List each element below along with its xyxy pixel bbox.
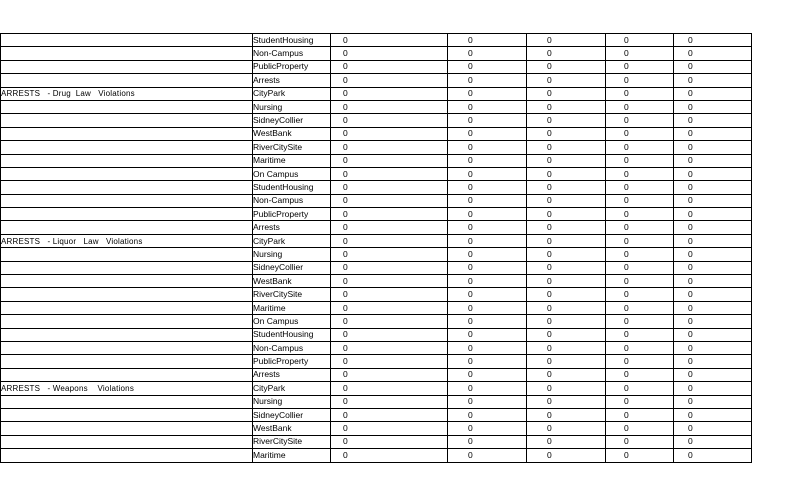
- value-cell: 0: [527, 355, 606, 368]
- value-cell: 0: [527, 221, 606, 234]
- value-cell: 0: [606, 382, 674, 395]
- site-cell: StudentHousing: [253, 328, 331, 341]
- category-cell: [1, 435, 253, 448]
- value-cell: 0: [606, 261, 674, 274]
- table-row: [1, 382, 752, 395]
- value-cell: 0: [606, 181, 674, 194]
- site-cell: Non-Campus: [253, 341, 331, 354]
- site-cell: Maritime: [253, 449, 331, 462]
- value-cell: 0: [331, 382, 448, 395]
- value-cell: 0: [331, 435, 448, 448]
- category-cell: [1, 47, 253, 60]
- category-cell: [1, 341, 253, 354]
- value-cell: 0: [527, 47, 606, 60]
- category-cell: [1, 288, 253, 301]
- value-cell: 0: [448, 449, 527, 462]
- value-cell: 0: [448, 275, 527, 288]
- value-cell: 0: [331, 154, 448, 167]
- value-cell: 0: [674, 341, 752, 354]
- category-cell: [1, 422, 253, 435]
- value-cell: 0: [331, 234, 448, 247]
- value-cell: 0: [331, 87, 448, 100]
- value-cell: 0: [527, 301, 606, 314]
- category-cell: [1, 181, 253, 194]
- table-row: [1, 261, 752, 274]
- site-cell: PublicProperty: [253, 60, 331, 73]
- value-cell: 0: [331, 355, 448, 368]
- category-cell: [1, 194, 253, 207]
- value-cell: 0: [448, 355, 527, 368]
- category-cell: [1, 301, 253, 314]
- value-cell: 0: [674, 154, 752, 167]
- table-row: [1, 47, 752, 60]
- value-cell: 0: [674, 47, 752, 60]
- value-cell: 0: [331, 114, 448, 127]
- value-cell: 0: [606, 34, 674, 47]
- site-cell: CityPark: [253, 234, 331, 247]
- value-cell: 0: [448, 395, 527, 408]
- value-cell: 0: [448, 382, 527, 395]
- value-cell: 0: [606, 408, 674, 421]
- value-cell: 0: [674, 194, 752, 207]
- site-cell: WestBank: [253, 422, 331, 435]
- value-cell: 0: [606, 221, 674, 234]
- value-cell: 0: [527, 60, 606, 73]
- value-cell: 0: [331, 275, 448, 288]
- category-label: ARRESTS - Weapons Violations: [1, 383, 135, 393]
- value-cell: 0: [331, 301, 448, 314]
- value-cell: 0: [331, 208, 448, 221]
- value-cell: 0: [448, 194, 527, 207]
- value-cell: 0: [448, 422, 527, 435]
- value-cell: 0: [606, 60, 674, 73]
- value-cell: 0: [331, 34, 448, 47]
- value-cell: 0: [527, 261, 606, 274]
- value-cell: 0: [674, 288, 752, 301]
- value-cell: 0: [606, 167, 674, 180]
- value-cell: 0: [527, 422, 606, 435]
- category-cell: [1, 261, 253, 274]
- table-row: [1, 60, 752, 73]
- value-cell: 0: [606, 355, 674, 368]
- value-cell: 0: [527, 315, 606, 328]
- value-cell: 0: [448, 208, 527, 221]
- value-cell: 0: [448, 234, 527, 247]
- value-cell: 0: [448, 127, 527, 140]
- table-row: [1, 435, 752, 448]
- site-cell: Non-Campus: [253, 47, 331, 60]
- site-cell: CityPark: [253, 87, 331, 100]
- value-cell: 0: [606, 114, 674, 127]
- value-cell: 0: [674, 248, 752, 261]
- table-row: [1, 449, 752, 462]
- site-cell: Arrests: [253, 74, 331, 87]
- table-row: [1, 221, 752, 234]
- category-cell: [1, 395, 253, 408]
- site-cell: PublicProperty: [253, 208, 331, 221]
- value-cell: 0: [674, 208, 752, 221]
- value-cell: 0: [448, 261, 527, 274]
- value-cell: 0: [674, 368, 752, 381]
- value-cell: 0: [606, 74, 674, 87]
- table-body: [1, 34, 752, 463]
- value-cell: 0: [331, 141, 448, 154]
- site-cell: SidneyCollier: [253, 408, 331, 421]
- value-cell: 0: [448, 167, 527, 180]
- value-cell: 0: [527, 382, 606, 395]
- value-cell: 0: [527, 34, 606, 47]
- value-cell: 0: [448, 74, 527, 87]
- category-cell: [1, 408, 253, 421]
- category-label: ARRESTS - Liquor Law Violations: [1, 236, 143, 246]
- value-cell: 0: [448, 60, 527, 73]
- site-cell: WestBank: [253, 127, 331, 140]
- value-cell: 0: [331, 315, 448, 328]
- table-row: [1, 194, 752, 207]
- value-cell: 0: [331, 341, 448, 354]
- value-cell: 0: [527, 208, 606, 221]
- category-cell: [1, 34, 253, 47]
- value-cell: 0: [674, 355, 752, 368]
- report-table-container: [0, 33, 752, 463]
- table-row: [1, 288, 752, 301]
- value-cell: 0: [527, 167, 606, 180]
- value-cell: 0: [331, 288, 448, 301]
- value-cell: 0: [606, 341, 674, 354]
- value-cell: 0: [331, 395, 448, 408]
- value-cell: 0: [674, 234, 752, 247]
- value-cell: 0: [448, 141, 527, 154]
- value-cell: 0: [331, 248, 448, 261]
- value-cell: 0: [606, 194, 674, 207]
- value-cell: 0: [527, 87, 606, 100]
- table-row: [1, 87, 752, 100]
- value-cell: 0: [674, 422, 752, 435]
- value-cell: 0: [674, 408, 752, 421]
- site-cell: RiverCitySite: [253, 435, 331, 448]
- value-cell: 0: [448, 248, 527, 261]
- value-cell: 0: [606, 315, 674, 328]
- value-cell: 0: [674, 395, 752, 408]
- value-cell: 0: [674, 221, 752, 234]
- value-cell: 0: [527, 114, 606, 127]
- value-cell: 0: [606, 422, 674, 435]
- table-row: [1, 275, 752, 288]
- site-cell: RiverCitySite: [253, 288, 331, 301]
- site-cell: Arrests: [253, 221, 331, 234]
- site-cell: RiverCitySite: [253, 141, 331, 154]
- value-cell: 0: [606, 141, 674, 154]
- value-cell: 0: [674, 261, 752, 274]
- value-cell: 0: [674, 449, 752, 462]
- value-cell: 0: [674, 34, 752, 47]
- value-cell: 0: [448, 34, 527, 47]
- category-cell: [1, 167, 253, 180]
- value-cell: 0: [448, 114, 527, 127]
- table-row: [1, 395, 752, 408]
- value-cell: 0: [331, 261, 448, 274]
- value-cell: 0: [331, 449, 448, 462]
- category-cell: [1, 382, 253, 395]
- site-cell: Nursing: [253, 100, 331, 113]
- category-cell: [1, 154, 253, 167]
- value-cell: 0: [448, 181, 527, 194]
- value-cell: 0: [606, 368, 674, 381]
- value-cell: 0: [331, 100, 448, 113]
- site-cell: StudentHousing: [253, 34, 331, 47]
- site-cell: Non-Campus: [253, 194, 331, 207]
- value-cell: 0: [674, 275, 752, 288]
- value-cell: 0: [606, 328, 674, 341]
- category-cell: [1, 234, 253, 247]
- category-cell: [1, 60, 253, 73]
- value-cell: 0: [448, 341, 527, 354]
- value-cell: 0: [448, 301, 527, 314]
- table-row: [1, 368, 752, 381]
- site-cell: StudentHousing: [253, 181, 331, 194]
- table-row: [1, 422, 752, 435]
- value-cell: 0: [674, 382, 752, 395]
- value-cell: 0: [527, 194, 606, 207]
- value-cell: 0: [527, 341, 606, 354]
- table-row: [1, 141, 752, 154]
- value-cell: 0: [448, 315, 527, 328]
- value-cell: 0: [527, 435, 606, 448]
- value-cell: 0: [527, 181, 606, 194]
- value-cell: 0: [606, 47, 674, 60]
- value-cell: 0: [448, 221, 527, 234]
- value-cell: 0: [331, 74, 448, 87]
- category-cell: [1, 87, 253, 100]
- value-cell: 0: [674, 100, 752, 113]
- category-cell: [1, 315, 253, 328]
- category-cell: [1, 127, 253, 140]
- site-cell: Maritime: [253, 154, 331, 167]
- value-cell: 0: [527, 74, 606, 87]
- crime-statistics-table: [0, 33, 752, 463]
- value-cell: 0: [331, 408, 448, 421]
- value-cell: 0: [448, 328, 527, 341]
- value-cell: 0: [448, 408, 527, 421]
- value-cell: 0: [606, 127, 674, 140]
- site-cell: On Campus: [253, 315, 331, 328]
- category-cell: [1, 355, 253, 368]
- table-row: [1, 154, 752, 167]
- table-row: [1, 114, 752, 127]
- value-cell: 0: [674, 87, 752, 100]
- value-cell: 0: [331, 328, 448, 341]
- value-cell: 0: [527, 288, 606, 301]
- table-row: [1, 341, 752, 354]
- site-cell: Maritime: [253, 301, 331, 314]
- site-cell: Nursing: [253, 248, 331, 261]
- site-cell: On Campus: [253, 167, 331, 180]
- value-cell: 0: [331, 47, 448, 60]
- value-cell: 0: [331, 167, 448, 180]
- category-cell: [1, 449, 253, 462]
- value-cell: 0: [448, 368, 527, 381]
- category-cell: [1, 100, 253, 113]
- value-cell: 0: [527, 368, 606, 381]
- value-cell: 0: [606, 275, 674, 288]
- value-cell: 0: [674, 167, 752, 180]
- value-cell: 0: [331, 60, 448, 73]
- value-cell: 0: [331, 368, 448, 381]
- value-cell: 0: [674, 127, 752, 140]
- site-cell: CityPark: [253, 382, 331, 395]
- value-cell: 0: [331, 127, 448, 140]
- value-cell: 0: [674, 435, 752, 448]
- category-label: ARRESTS - Drug Law Violations: [1, 89, 135, 99]
- table-row: [1, 328, 752, 341]
- value-cell: 0: [606, 449, 674, 462]
- value-cell: 0: [674, 141, 752, 154]
- value-cell: 0: [527, 248, 606, 261]
- site-cell: Arrests: [253, 368, 331, 381]
- value-cell: 0: [527, 328, 606, 341]
- value-cell: 0: [527, 449, 606, 462]
- category-cell: [1, 275, 253, 288]
- value-cell: 0: [606, 154, 674, 167]
- site-cell: SidneyCollier: [253, 261, 331, 274]
- value-cell: 0: [606, 301, 674, 314]
- table-row: [1, 315, 752, 328]
- value-cell: 0: [674, 60, 752, 73]
- value-cell: 0: [606, 435, 674, 448]
- value-cell: 0: [606, 288, 674, 301]
- value-cell: 0: [674, 301, 752, 314]
- category-cell: [1, 368, 253, 381]
- value-cell: 0: [448, 435, 527, 448]
- site-cell: WestBank: [253, 275, 331, 288]
- category-cell: [1, 114, 253, 127]
- category-cell: [1, 221, 253, 234]
- value-cell: 0: [606, 100, 674, 113]
- table-row: [1, 408, 752, 421]
- value-cell: 0: [448, 47, 527, 60]
- category-cell: [1, 74, 253, 87]
- table-row: [1, 167, 752, 180]
- table-row: [1, 355, 752, 368]
- table-row: [1, 34, 752, 47]
- value-cell: 0: [674, 315, 752, 328]
- value-cell: 0: [331, 181, 448, 194]
- value-cell: 0: [527, 408, 606, 421]
- table-row: [1, 74, 752, 87]
- category-cell: [1, 208, 253, 221]
- category-cell: [1, 328, 253, 341]
- table-row: [1, 208, 752, 221]
- table-row: [1, 301, 752, 314]
- value-cell: 0: [448, 154, 527, 167]
- value-cell: 0: [527, 100, 606, 113]
- value-cell: 0: [331, 422, 448, 435]
- value-cell: 0: [527, 141, 606, 154]
- table-row: [1, 248, 752, 261]
- value-cell: 0: [606, 248, 674, 261]
- value-cell: 0: [606, 234, 674, 247]
- table-row: [1, 234, 752, 247]
- value-cell: 0: [674, 181, 752, 194]
- value-cell: 0: [527, 154, 606, 167]
- value-cell: 0: [606, 208, 674, 221]
- value-cell: 0: [448, 288, 527, 301]
- value-cell: 0: [527, 234, 606, 247]
- table-row: [1, 100, 752, 113]
- value-cell: 0: [674, 114, 752, 127]
- value-cell: 0: [527, 395, 606, 408]
- site-cell: SidneyCollier: [253, 114, 331, 127]
- table-row: [1, 127, 752, 140]
- value-cell: 0: [448, 87, 527, 100]
- value-cell: 0: [527, 275, 606, 288]
- value-cell: 0: [331, 221, 448, 234]
- value-cell: 0: [606, 87, 674, 100]
- category-cell: [1, 141, 253, 154]
- value-cell: 0: [674, 328, 752, 341]
- category-cell: [1, 248, 253, 261]
- site-cell: PublicProperty: [253, 355, 331, 368]
- value-cell: 0: [527, 127, 606, 140]
- value-cell: 0: [448, 100, 527, 113]
- value-cell: 0: [331, 194, 448, 207]
- value-cell: 0: [674, 74, 752, 87]
- table-row: [1, 181, 752, 194]
- site-cell: Nursing: [253, 395, 331, 408]
- value-cell: 0: [606, 395, 674, 408]
